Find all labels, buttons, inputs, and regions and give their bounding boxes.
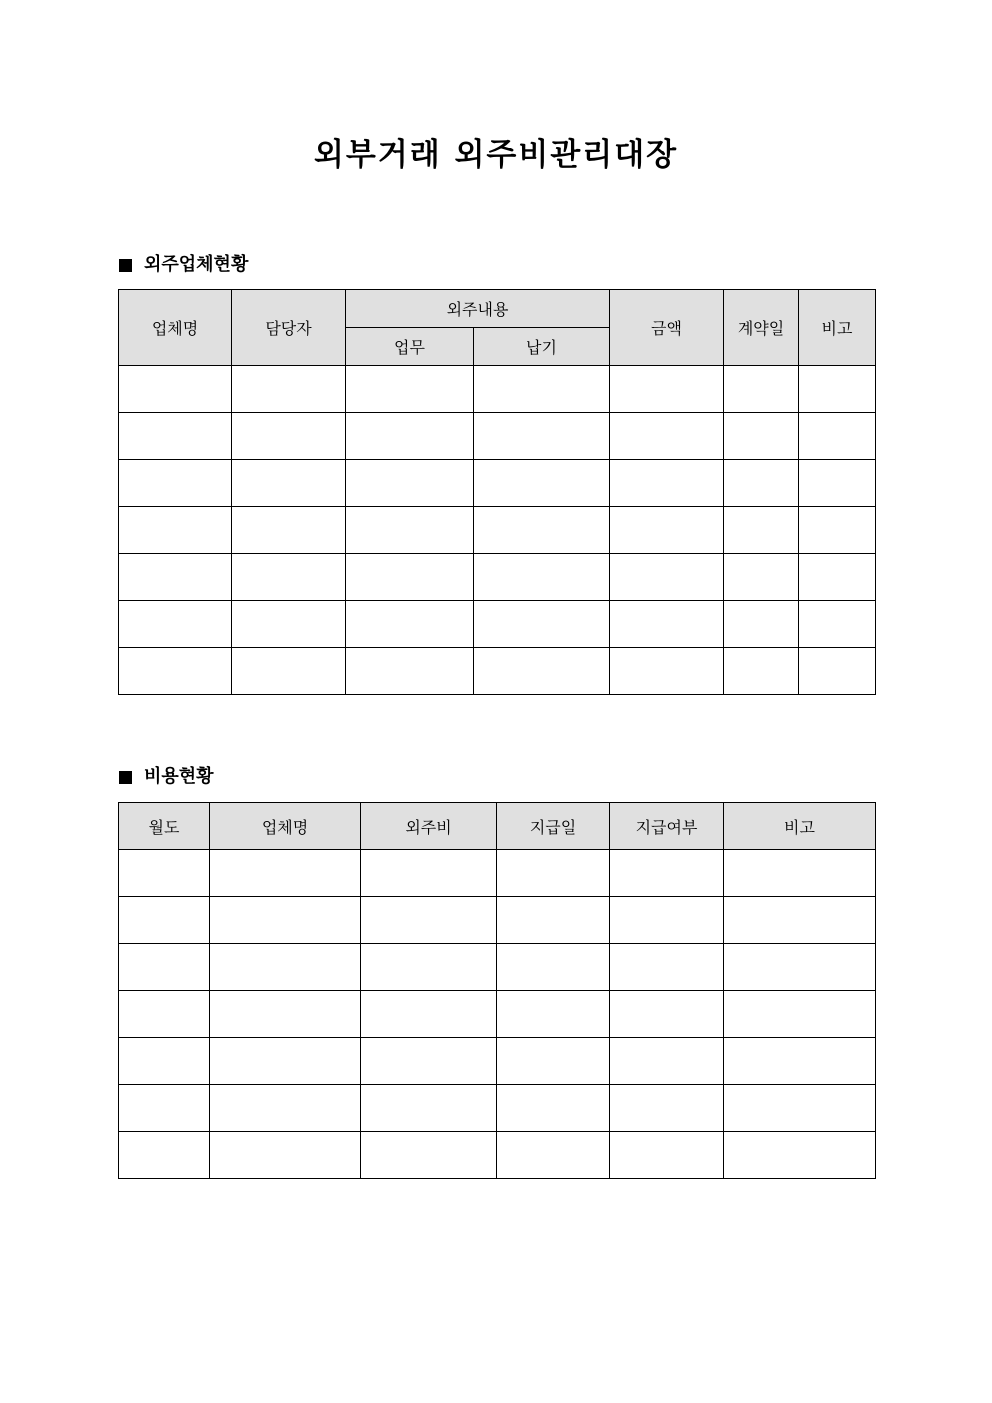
table-row [119, 897, 876, 944]
column-header: 외주비 [361, 803, 497, 850]
header-remarks: 비고 [799, 290, 876, 366]
table-cell[interactable] [610, 1085, 724, 1132]
table-cell[interactable] [724, 850, 876, 897]
table-cell[interactable] [232, 413, 346, 460]
table-cell[interactable] [610, 991, 724, 1038]
table-cell[interactable] [724, 991, 876, 1038]
table-cell[interactable] [210, 1085, 361, 1132]
table-row [119, 850, 876, 897]
table-cell[interactable] [497, 1132, 610, 1179]
column-header: 업체명 [210, 803, 361, 850]
table-cell[interactable] [724, 460, 799, 507]
table-cell[interactable] [474, 601, 610, 648]
table-cell[interactable] [232, 507, 346, 554]
table-cell[interactable] [799, 460, 876, 507]
table-cell[interactable] [119, 1085, 210, 1132]
table-row [119, 648, 876, 695]
square-bullet-icon [119, 259, 132, 272]
header-amount: 금액 [610, 290, 724, 366]
table-cell[interactable] [610, 366, 724, 413]
table-cell[interactable] [497, 897, 610, 944]
table-cell[interactable] [724, 1132, 876, 1179]
table-cell[interactable] [724, 413, 799, 460]
header-task: 업무 [346, 328, 474, 366]
table-cell[interactable] [724, 507, 799, 554]
column-header: 지급여부 [610, 803, 724, 850]
table-cell[interactable] [610, 554, 724, 601]
table-cell[interactable] [799, 554, 876, 601]
table-cell[interactable] [497, 850, 610, 897]
table-cell[interactable] [474, 413, 610, 460]
table-cell[interactable] [119, 507, 232, 554]
table-cell[interactable] [346, 648, 474, 695]
square-bullet-icon [119, 771, 132, 784]
table-cell[interactable] [610, 897, 724, 944]
table-cell[interactable] [474, 648, 610, 695]
table-cell[interactable] [724, 648, 799, 695]
section-heading-costs [119, 765, 214, 789]
column-header: 월도 [119, 803, 210, 850]
table-cell[interactable] [724, 601, 799, 648]
table-cell[interactable] [119, 850, 210, 897]
table-cell[interactable] [346, 366, 474, 413]
table-cell[interactable] [610, 460, 724, 507]
table-cell[interactable] [346, 507, 474, 554]
table-row [119, 413, 876, 460]
table-cell[interactable] [361, 991, 497, 1038]
header-manager: 담당자 [232, 290, 346, 366]
table-cell[interactable] [610, 850, 724, 897]
page-title: 외부거래 외주비관리대장 [313, 137, 679, 173]
table-cell[interactable] [361, 1132, 497, 1179]
table-cell[interactable] [799, 366, 876, 413]
table-cell[interactable] [361, 1038, 497, 1085]
cost-status-table [118, 802, 876, 1179]
table-cell[interactable] [119, 897, 210, 944]
table-cell[interactable] [799, 601, 876, 648]
table-cell[interactable] [610, 944, 724, 991]
table-cell[interactable] [210, 897, 361, 944]
table-cell[interactable] [724, 1085, 876, 1132]
table-cell[interactable] [232, 601, 346, 648]
table-cell[interactable] [232, 648, 346, 695]
table-cell[interactable] [119, 601, 232, 648]
table-cell[interactable] [119, 413, 232, 460]
table-cell[interactable] [346, 601, 474, 648]
table-cell[interactable] [610, 507, 724, 554]
table-cell[interactable] [497, 1085, 610, 1132]
table-cell[interactable] [119, 554, 232, 601]
table-cell[interactable] [474, 460, 610, 507]
table-cell[interactable] [497, 991, 610, 1038]
table-cell[interactable] [474, 554, 610, 601]
table-cell[interactable] [346, 413, 474, 460]
section-heading-label: 비용현황 [144, 766, 214, 787]
table-cell[interactable] [119, 648, 232, 695]
table-cell[interactable] [799, 413, 876, 460]
table-cell[interactable] [346, 460, 474, 507]
table-cell[interactable] [210, 850, 361, 897]
table-cell[interactable] [232, 460, 346, 507]
table-row [119, 460, 876, 507]
table-cell[interactable] [119, 460, 232, 507]
vendor-status-table [118, 289, 876, 695]
table-row [119, 1085, 876, 1132]
table-cell[interactable] [119, 991, 210, 1038]
table-row [119, 554, 876, 601]
table-cell[interactable] [799, 648, 876, 695]
section-heading-label: 외주업체현황 [144, 254, 249, 275]
table-row [119, 601, 876, 648]
header-delivery: 납기 [474, 328, 610, 366]
table-cell[interactable] [119, 1038, 210, 1085]
table-cell[interactable] [799, 507, 876, 554]
table-cell[interactable] [610, 648, 724, 695]
table-cell[interactable] [724, 1038, 876, 1085]
table-cell[interactable] [724, 554, 799, 601]
table-row [119, 366, 876, 413]
table-row [119, 1132, 876, 1179]
table-cell[interactable] [210, 1132, 361, 1179]
table-cell[interactable] [119, 944, 210, 991]
table-cell[interactable] [497, 1038, 610, 1085]
table-cell[interactable] [361, 944, 497, 991]
section-heading-vendors [119, 253, 248, 277]
table-cell[interactable] [346, 554, 474, 601]
header-outsourcing-content: 외주내용 [346, 290, 610, 328]
table-cell[interactable] [610, 413, 724, 460]
table-cell[interactable] [232, 554, 346, 601]
table-row [119, 991, 876, 1038]
header-contract-date: 계약일 [724, 290, 799, 366]
table-cell[interactable] [232, 366, 346, 413]
table-cell[interactable] [610, 1038, 724, 1085]
table-cell[interactable] [210, 944, 361, 991]
column-header: 지급일 [497, 803, 610, 850]
table-cell[interactable] [474, 507, 610, 554]
table-cell[interactable] [724, 944, 876, 991]
table-cell[interactable] [724, 366, 799, 413]
header-company: 업체명 [119, 290, 232, 366]
table-cell[interactable] [610, 1132, 724, 1179]
table-cell[interactable] [361, 1085, 497, 1132]
column-header: 비고 [724, 803, 876, 850]
table-cell[interactable] [610, 601, 724, 648]
table-cell[interactable] [724, 897, 876, 944]
table-cell[interactable] [119, 366, 232, 413]
table-cell[interactable] [497, 944, 610, 991]
table-cell[interactable] [210, 1038, 361, 1085]
table-row [119, 1038, 876, 1085]
table-cell[interactable] [119, 1132, 210, 1179]
table-row [119, 507, 876, 554]
table-cell[interactable] [474, 366, 610, 413]
table-cell[interactable] [361, 897, 497, 944]
table-row [119, 944, 876, 991]
table-cell[interactable] [210, 991, 361, 1038]
table-cell[interactable] [361, 850, 497, 897]
